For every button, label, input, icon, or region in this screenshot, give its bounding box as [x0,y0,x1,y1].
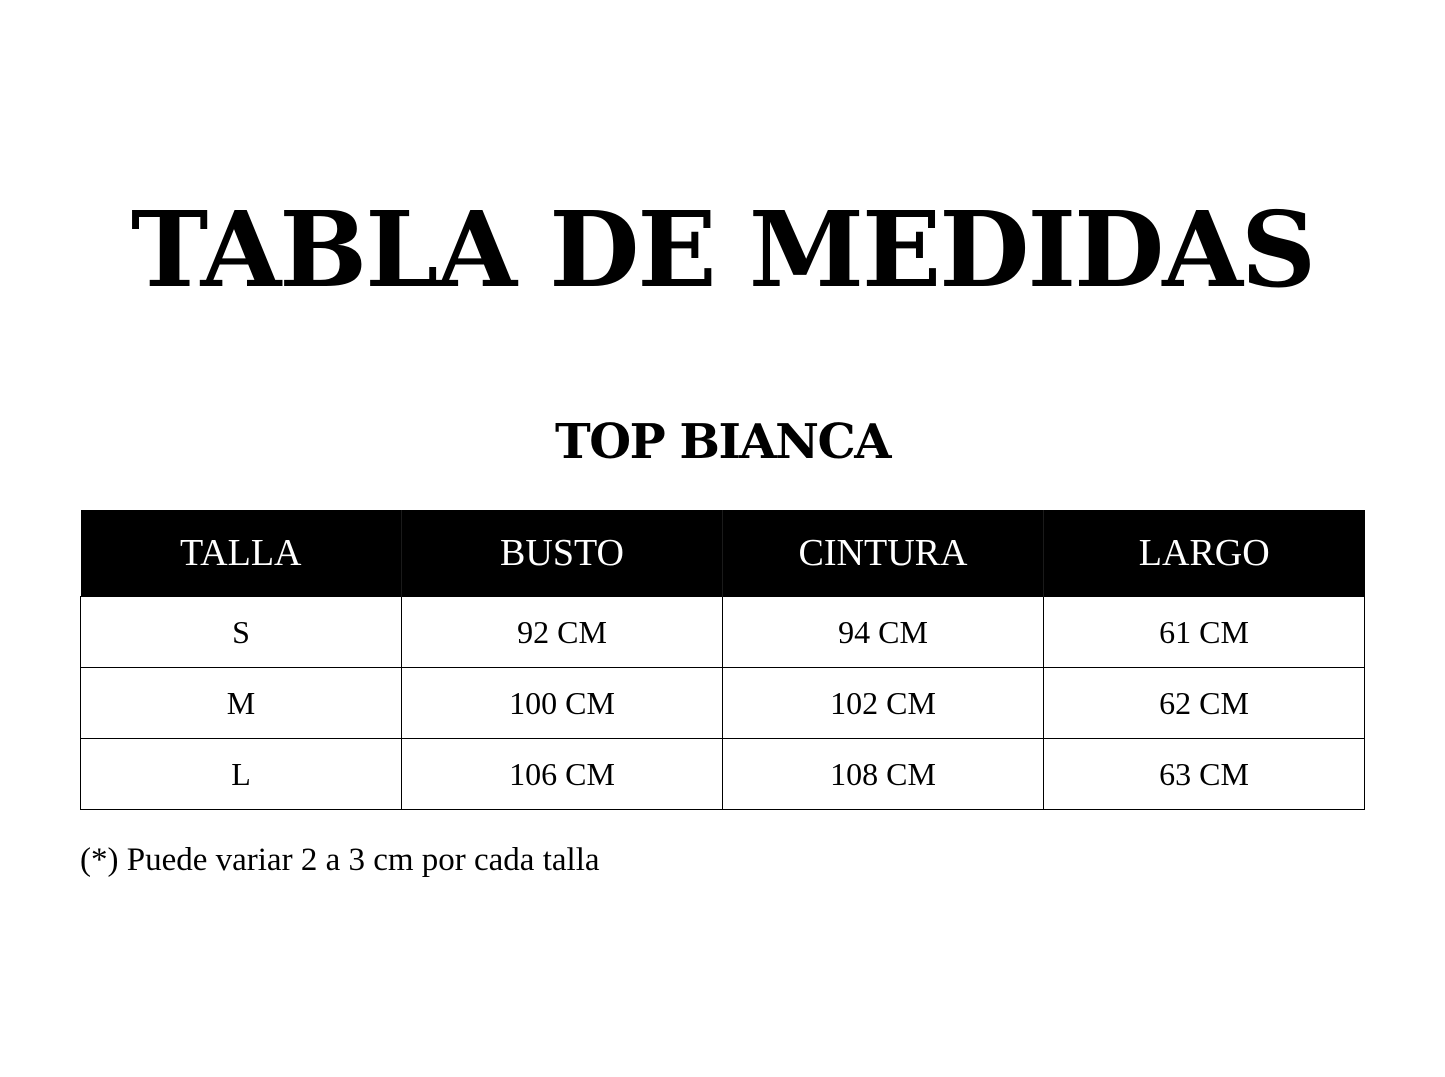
table-row [81,597,1365,668]
table-header-row [81,510,1365,597]
page-title: TABLA DE MEDIDAS [130,188,1315,311]
header-cintura: CINTURA [723,510,1044,597]
cell-talla: S [81,597,402,668]
cell-largo: 62 CM [1044,668,1365,739]
size-chart-table [80,510,1365,810]
cell-cintura: 102 CM [723,668,1044,739]
cell-cintura: 108 CM [723,739,1044,810]
cell-cintura: 94 CM [723,597,1044,668]
cell-busto: 106 CM [402,739,723,810]
cell-largo: 63 CM [1044,739,1365,810]
table-row [81,739,1365,810]
table-row [81,668,1365,739]
cell-talla: M [81,668,402,739]
cell-busto: 92 CM [402,597,723,668]
header-largo: LARGO [1044,510,1365,597]
product-title: TOP BIANCA [555,414,890,470]
header-talla: TALLA [81,510,402,597]
header-busto: BUSTO [402,510,723,597]
cell-largo: 61 CM [1044,597,1365,668]
footnote: (*) Puede variar 2 a 3 cm por cada talla [80,842,600,878]
cell-talla: L [81,739,402,810]
cell-busto: 100 CM [402,668,723,739]
